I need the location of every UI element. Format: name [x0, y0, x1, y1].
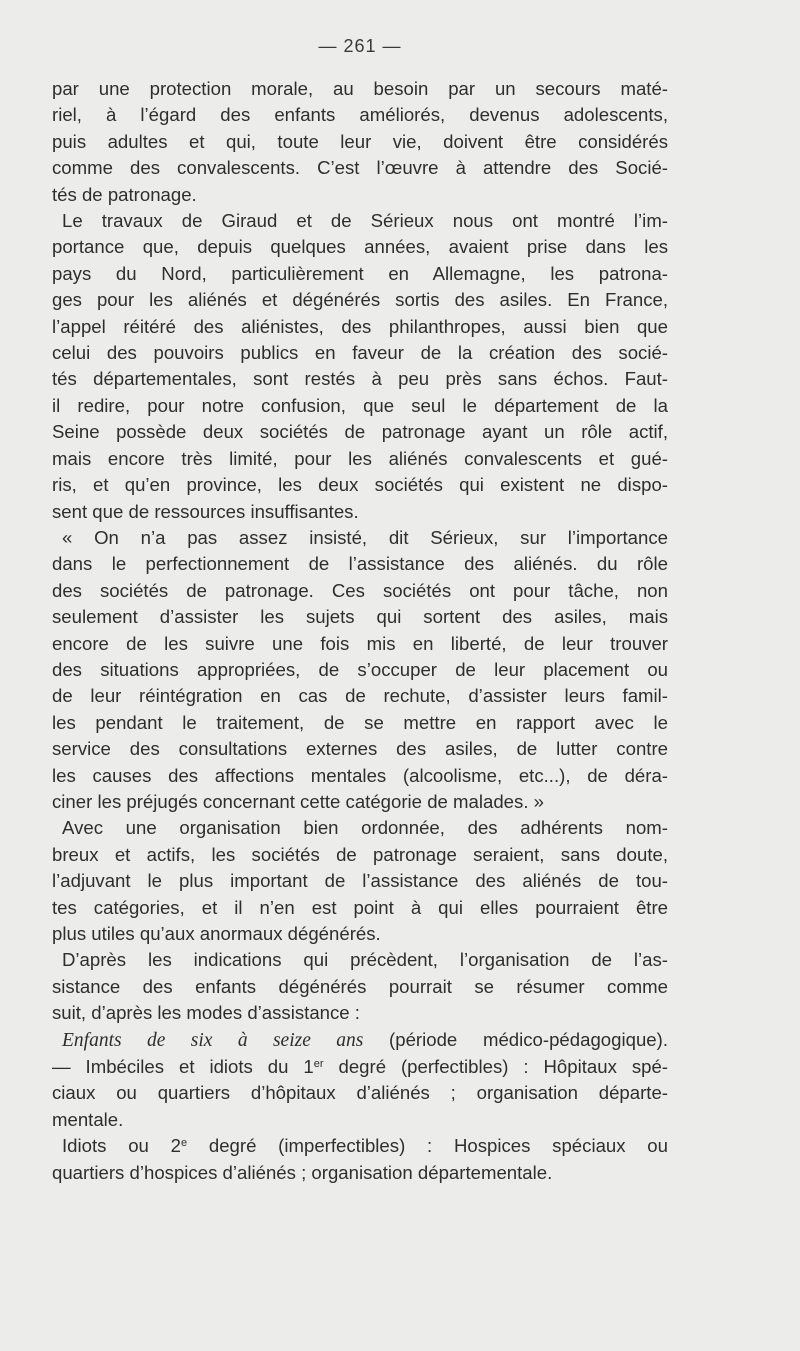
text-line: tés départementales, sont restés à peu près sans échos. Faut- [52, 368, 668, 390]
text-line: plus utiles qu’aux anormaux dégénérés. [52, 923, 381, 944]
classification-heading-rest: (période médico-pédagogique). [363, 1028, 668, 1050]
text-line: dans le perfectionnement de l’assistance des aliénés. du rôle [52, 553, 668, 575]
paragraphs [52, 76, 668, 1027]
text-line: breux et actifs, les sociétés de patronage seraient, sans doute, [52, 843, 668, 865]
page-number: — 261 — [318, 36, 402, 56]
paragraph [52, 525, 668, 815]
group1-prefix: — Imbéciles et idiots du 1 [52, 1056, 314, 1078]
text-line: mais encore très limité, pour les aliénés convalescents et gué- [52, 447, 668, 469]
group1-rest: degré (perfectibles) : Hôpitaux spé- [323, 1056, 668, 1078]
text-line: comme des convalescents. C’est l’œuvre à attendre des Socié- [52, 157, 668, 179]
group1-line-3: mentale. [52, 1108, 124, 1130]
group2-prefix: Idiots ou 2 [62, 1135, 181, 1157]
group1-line [52, 1054, 668, 1080]
text-line: Seine possède deux sociétés de patronage ayant un rôle actif, [52, 421, 668, 443]
text-line: « On n’a pas assez insisté, dit Sérieux, sur l’importance [62, 526, 668, 548]
paragraph [52, 815, 668, 947]
text-line: seulement d’assister les sujets qui sortent des asiles, mais [52, 606, 668, 628]
text-line: l’adjuvant le plus important de l’assistance des aliénés de tou- [52, 870, 668, 892]
group2-line [52, 1133, 668, 1159]
group2-sup: e [180, 1137, 188, 1150]
text-line: les causes des affections mentales (alcoolisme, etc...), de déra- [52, 764, 668, 786]
text-line: pays du Nord, particulièrement en Allemagne, les patrona- [52, 262, 668, 284]
text-line: portance que, depuis quelques années, avaient prise dans les [52, 236, 668, 258]
classification-heading-line [52, 1027, 668, 1054]
text-line: l’appel réitéré des aliénistes, des philanthropes, aussi bien que [52, 315, 668, 337]
text-line: D’après les indications qui précèdent, l’organisation de l’as- [62, 949, 668, 971]
group1-line-2: ciaux ou quartiers d’hôpitaux d’aliénés ; organisation départe- [52, 1082, 668, 1104]
classification-heading [52, 1027, 668, 1186]
group1-sup: er [313, 1058, 324, 1071]
text-line: tes catégories, et il n’en est point à qui elles pourraient être [52, 896, 668, 918]
text-line: suit, d’après les modes d’assistance : [52, 1002, 360, 1024]
group2-rest: degré (imperfectibles) : Hospices spéciaux ou [187, 1135, 668, 1157]
text-line: ciner les préjugés concernant cette catégorie de malades. » [52, 790, 544, 812]
text-line: ges pour les aliénés et dégénérés sortis des asiles. En France, [52, 289, 668, 311]
text-line: les pendant le traitement, de se mettre en rapport avec le [52, 711, 668, 733]
text-line: encore de les suivre une fois mis en liberté, de leur trouver [52, 632, 668, 654]
classification-heading-italic: Enfants de six à seize ans [62, 1029, 364, 1051]
text-line: des sociétés de patronage. Ces sociétés ont pour tâche, non [52, 579, 668, 601]
text-line: tés de patronage. [52, 183, 197, 205]
text-line: ris, et qu’en province, les deux sociétés qui existent ne dispo- [52, 474, 668, 496]
text-line: celui des pouvoirs publics en faveur de la création des socié- [52, 342, 668, 364]
text-line: sistance des enfants dégénérés pourrait se résumer comme [52, 975, 668, 997]
text-line: riel, à l’égard des enfants améliorés, devenus adolescents, [52, 104, 668, 126]
text-line: sent que de ressources insuffisantes. [52, 500, 359, 522]
text-line: Avec une organisation bien ordonnée, des adhérents nom- [62, 817, 668, 839]
group2-line-2: quartiers d’hospices d’aliénés ; organisation départementale. [52, 1161, 553, 1183]
paragraph [52, 947, 668, 1026]
text-line: des situations appropriées, de s’occuper de leur placement ou [52, 658, 668, 680]
text-line: de leur réintégration en cas de rechute, d’assister leurs famil- [52, 685, 668, 707]
text-line: par une protection morale, au besoin par un secours maté- [52, 78, 668, 99]
text-line: puis adultes et qui, toute leur vie, doivent être considérés [52, 130, 668, 152]
text-line: Le travaux de Giraud et de Sérieux nous ont montré l’im- [62, 210, 668, 232]
paragraph [52, 208, 668, 525]
text-line: service des consultations externes des asiles, de lutter contre [52, 738, 668, 760]
text-line: il redire, pour notre confusion, que seul le département de la [52, 394, 668, 416]
body-text [52, 76, 668, 1186]
paragraph [52, 76, 668, 208]
